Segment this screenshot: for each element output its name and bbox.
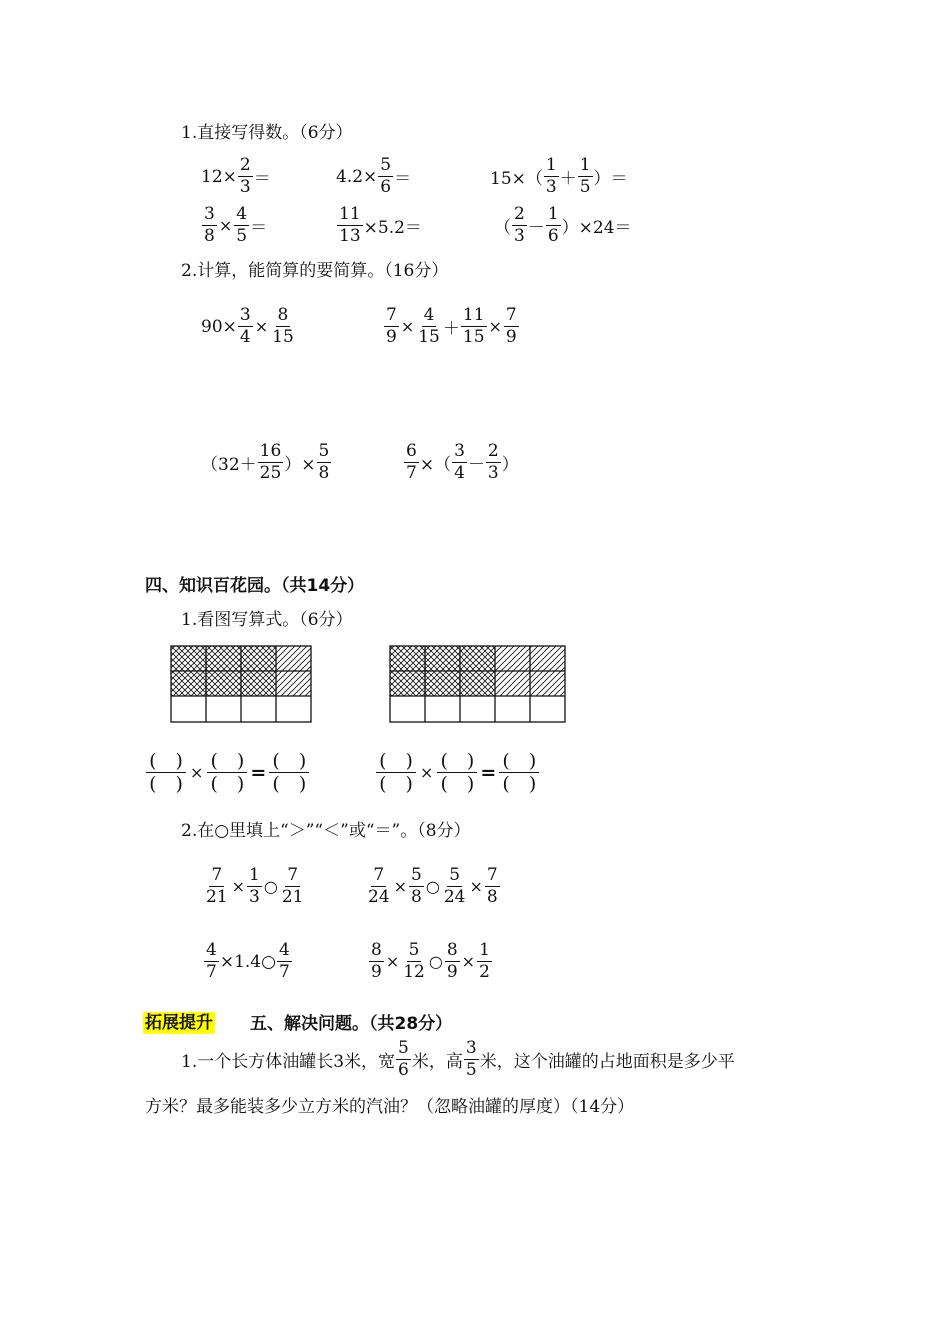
calc-item: $\frac{3}{8}$ × $\frac{4}{5}$ ＝ <box>204 204 268 246</box>
q4-1-title: 1.看图写算式。（6分） <box>181 610 353 630</box>
compare-item: $\frac{8}{9}$ × $\frac{5}{12}$ ○ $\frac{8}{9}$ × $\frac{1}{2}$ <box>371 940 490 982</box>
blank-equation-left: ( ) ( ) × ( ) ( ) = ( ) ( ) <box>146 750 309 795</box>
q4-2-title: 2.在○里填上“＞”“＜”或“＝”。（8分） <box>181 821 471 841</box>
q3-2-title: 2.计算，能简算的要简算。（16分） <box>181 261 449 281</box>
calc-item: $\frac{6}{7}$ ×（ 3 4 － 2 3 ） <box>406 441 519 483</box>
section-4-heading: 四、知识百花园。（共14分） <box>145 576 365 596</box>
calc-item: 4.2× $\frac{5}{6}$ ＝ <box>336 155 412 197</box>
q3-1-title: 1.直接写得数。（6分） <box>181 123 353 143</box>
calc-item: $\frac{11}{13}$ ×5.2＝ <box>339 204 422 246</box>
calc-item: 12× $\frac{2}{3}$ ＝ <box>201 155 271 197</box>
calc-item: （ 2 3 － 1 6 ）×24＝ <box>494 204 632 246</box>
section-5-heading: 五、解决问题。（共28分） <box>250 1014 453 1034</box>
calc-item: $\frac{7}{9}$ × $\frac{4}{15}$ ＋ $\frac{11}{15}$ × $\frac{7}{9}$ <box>386 305 517 347</box>
fraction-grid-right <box>389 645 567 725</box>
calc-item: 90× $\frac{3}{4}$ × $\frac{8}{15}$ <box>201 305 294 347</box>
compare-item: $\frac{7}{24}$ × $\frac{5}{8}$ ○ $\frac{5}{24}$ × $\frac{7}{8}$ <box>368 865 498 907</box>
blank-equation-right: ( ) ( ) × ( ) ( ) = ( ) ( ) <box>376 750 539 795</box>
compare-item: $\frac{7}{21}$ × $\frac{1}{3}$ ○ 7 21 <box>206 865 304 907</box>
problem-1-line-1: 1.一个长方体油罐长3米，宽 5 6 米，高 3 5 米，这个油罐的占地面积是多少平 <box>181 1038 735 1080</box>
calc-item: 15×（ 1 3 ＋ 1 5 ）＝ <box>490 155 628 197</box>
problem-1-line-2: 方米？最多能装多少立方米的汽油？（忽略油罐的厚度）（14分） <box>145 1097 635 1117</box>
calc-item: （32＋ 16 25 ）× $\frac{5}{8}$ <box>201 441 330 483</box>
section-5-tag: 拓展提升 <box>145 1013 213 1033</box>
compare-item: $\frac{4}{7}$ ×1.4○ 4 7 <box>206 940 290 982</box>
fraction-grid-left <box>170 645 313 725</box>
